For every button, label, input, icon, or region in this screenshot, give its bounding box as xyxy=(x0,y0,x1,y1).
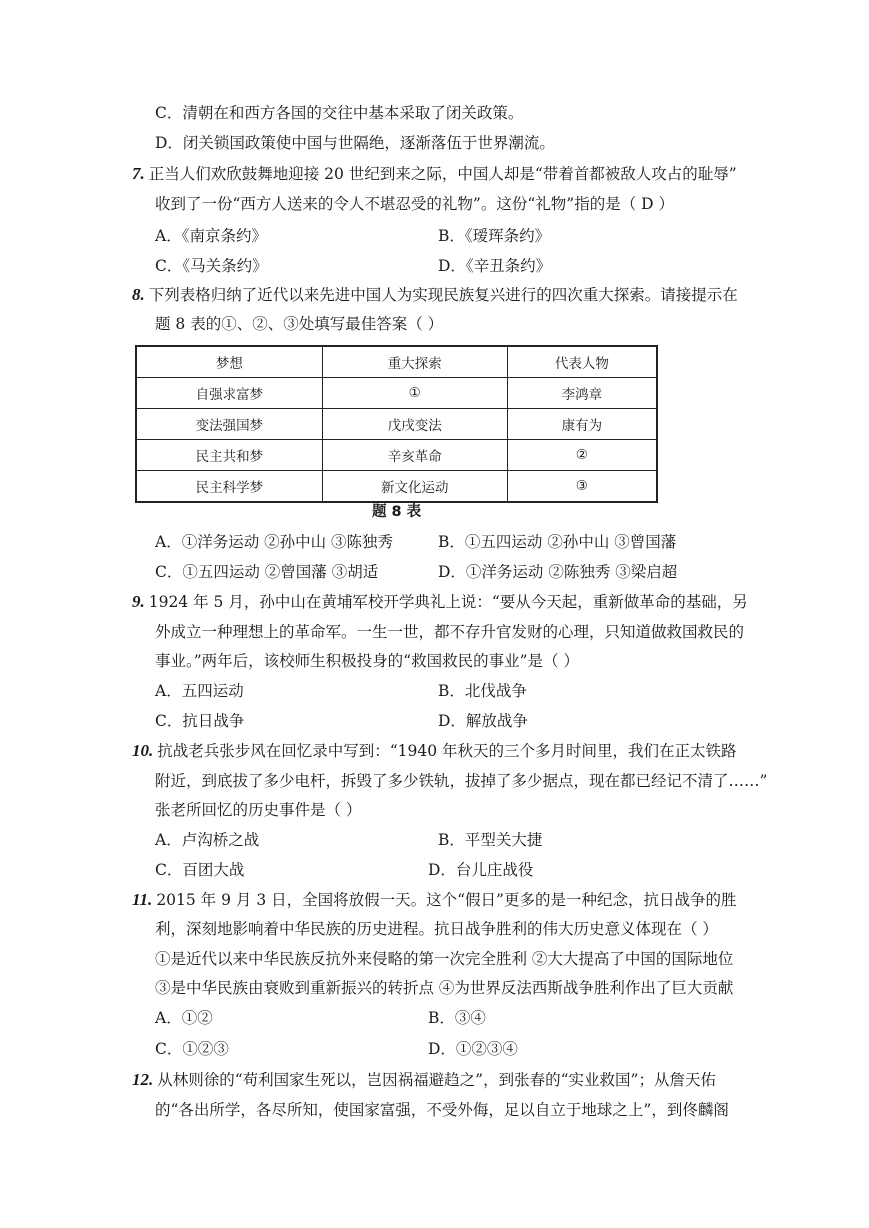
q11-option-b: B．③④ xyxy=(428,1009,486,1027)
q10-stem-line3: 张老所回忆的历史事件是（ ） xyxy=(155,801,362,819)
q11-option-a: A．①② xyxy=(155,1009,213,1027)
q8-option-c: C．①五四运动 ②曾国藩 ③胡适 xyxy=(155,563,379,581)
table-cell: ① xyxy=(322,378,507,409)
table-cell: 康有为 xyxy=(507,409,657,440)
q7-option-b: B．《瑷珲条约》 xyxy=(438,227,551,245)
q6-option-c: C．清朝在和西方各国的交往中基本采取了闭关政策。 xyxy=(155,104,524,122)
table-header-cell: 代表人物 xyxy=(507,346,657,378)
q11-number: 11. xyxy=(132,890,153,909)
q7-option-c: C．《马关条约》 xyxy=(155,257,268,275)
table-cell: 自强求富梦 xyxy=(136,378,322,409)
q8-table-caption: 题 8 表 xyxy=(372,504,422,520)
q8-option-b: B．①五四运动 ②孙中山 ③曾国藩 xyxy=(438,533,677,551)
table-cell: 民主科学梦 xyxy=(136,471,322,503)
q8-stem-line1: 8. 下列表格归纳了近代以来先进中国人为实现民族复兴进行的四次重大探索。请接提示在 xyxy=(132,285,738,304)
q7-number: 7. xyxy=(132,164,145,183)
q10-number: 10. xyxy=(132,741,154,760)
q11-option-c: C．①②③ xyxy=(155,1040,229,1058)
q8-table xyxy=(135,345,658,503)
q9-option-d: D．解放战争 xyxy=(438,712,528,730)
q12-stem-line1: 12. 从林则徐的“苟利国家生死以，岂因祸福避趋之”，到张春的“实业救国”；从詹天佑 xyxy=(132,1070,716,1089)
q10-option-c: C．百团大战 xyxy=(155,861,245,879)
table-header-cell: 重大探索 xyxy=(322,346,507,378)
q10-option-d: D．台儿庄战役 xyxy=(428,861,534,879)
table-cell: 李鸿章 xyxy=(507,378,657,409)
q9-option-b: B．北伐战争 xyxy=(438,682,527,700)
q9-option-c: C．抗日战争 xyxy=(155,712,245,730)
q10-option-b: B．平型关大捷 xyxy=(438,831,543,849)
q8-option-d: D．①洋务运动 ②陈独秀 ③梁启超 xyxy=(438,563,678,581)
q11-statement-line2: ③是中华民族由衰败到重新振兴的转折点 ④为世界反法西斯战争胜利作出了巨大贡献 xyxy=(155,979,734,997)
q10-option-a: A．卢沟桥之战 xyxy=(155,831,260,849)
q6-option-d: D．闭关锁国政策使中国与世隔绝，逐渐落伍于世界潮流。 xyxy=(155,134,555,152)
q7-stem-line1: 7. 正当人们欢欣鼓舞地迎接 20 世纪到来之际，中国人却是“带着首都被敌人攻占的耻辱” xyxy=(132,164,737,183)
q9-option-a: A．五四运动 xyxy=(155,682,244,700)
q8-option-a: A．①洋务运动 ②孙中山 ③陈独秀 xyxy=(155,533,394,551)
q11-option-d: D．①②③④ xyxy=(428,1040,518,1058)
q8-number: 8. xyxy=(132,285,145,304)
table-cell: 民主共和梦 xyxy=(136,440,322,471)
q11-statement-line1: ①是近代以来中华民族反抗外来侵略的第一次完全胜利 ②大大提高了中国的国际地位 xyxy=(155,950,734,968)
table-cell: 戊戌变法 xyxy=(322,409,507,440)
q9-stem-line3: 事业。”两年后，该校师生积极投身的“救国救民的事业”是（ ） xyxy=(155,652,579,670)
q11-stem-line2: 利，深刻地影响着中华民族的历史进程。抗日战争胜利的伟大历史意义体现在（ ） xyxy=(155,920,718,938)
q12-stem-line2: 的“各出所学，各尽所知，使国家富强，不受外侮，足以自立于地球之上”，到佟麟阁 xyxy=(155,1101,729,1119)
table-cell: ② xyxy=(507,440,657,471)
q7-stem-line2: 收到了一份“西方人送来的令人不堪忍受的礼物”。这份“礼物”指的是（ D ） xyxy=(155,195,674,213)
q10-stem-line1: 10. 抗战老兵张步风在回忆录中写到：“1940 年秋天的三个多月时间里，我们在正太铁路 xyxy=(132,741,737,760)
table-header-cell: 梦想 xyxy=(136,346,322,378)
q7-option-a: A．《南京条约》 xyxy=(155,227,267,245)
q8-stem-line2: 题 8 表的①、②、③处填写最佳答案（ ） xyxy=(155,315,444,333)
table-header-row xyxy=(136,346,657,378)
q12-number: 12. xyxy=(132,1070,154,1089)
q11-stem-line1: 11. 2015 年 9 月 3 日，全国将放假一天。这个“假日”更多的是一种纪念，抗日战争的胜 xyxy=(132,890,737,909)
table-cell: 变法强国梦 xyxy=(136,409,322,440)
table-row xyxy=(136,409,657,440)
table-cell: 辛亥革命 xyxy=(322,440,507,471)
table-row xyxy=(136,440,657,471)
q9-stem-line2: 外成立一种理想上的革命军。一生一世，都不存升官发财的心理，只知道做救国救民的 xyxy=(155,623,745,641)
table-row xyxy=(136,471,657,503)
table-row xyxy=(136,378,657,409)
q10-stem-line2: 附近，到底拔了多少电杆，拆毁了多少铁轨，拔掉了多少据点，现在都已经记不清了……” xyxy=(155,772,768,790)
table-cell: 新文化运动 xyxy=(322,471,507,503)
table-cell: ③ xyxy=(507,471,657,503)
q9-number: 9. xyxy=(132,592,145,611)
q7-option-d: D．《辛丑条约》 xyxy=(438,257,552,275)
q9-stem-line1: 9. 1924 年 5 月，孙中山在黄埔军校开学典礼上说：“要从今天起，重新做革命的基础，另 xyxy=(132,592,748,611)
